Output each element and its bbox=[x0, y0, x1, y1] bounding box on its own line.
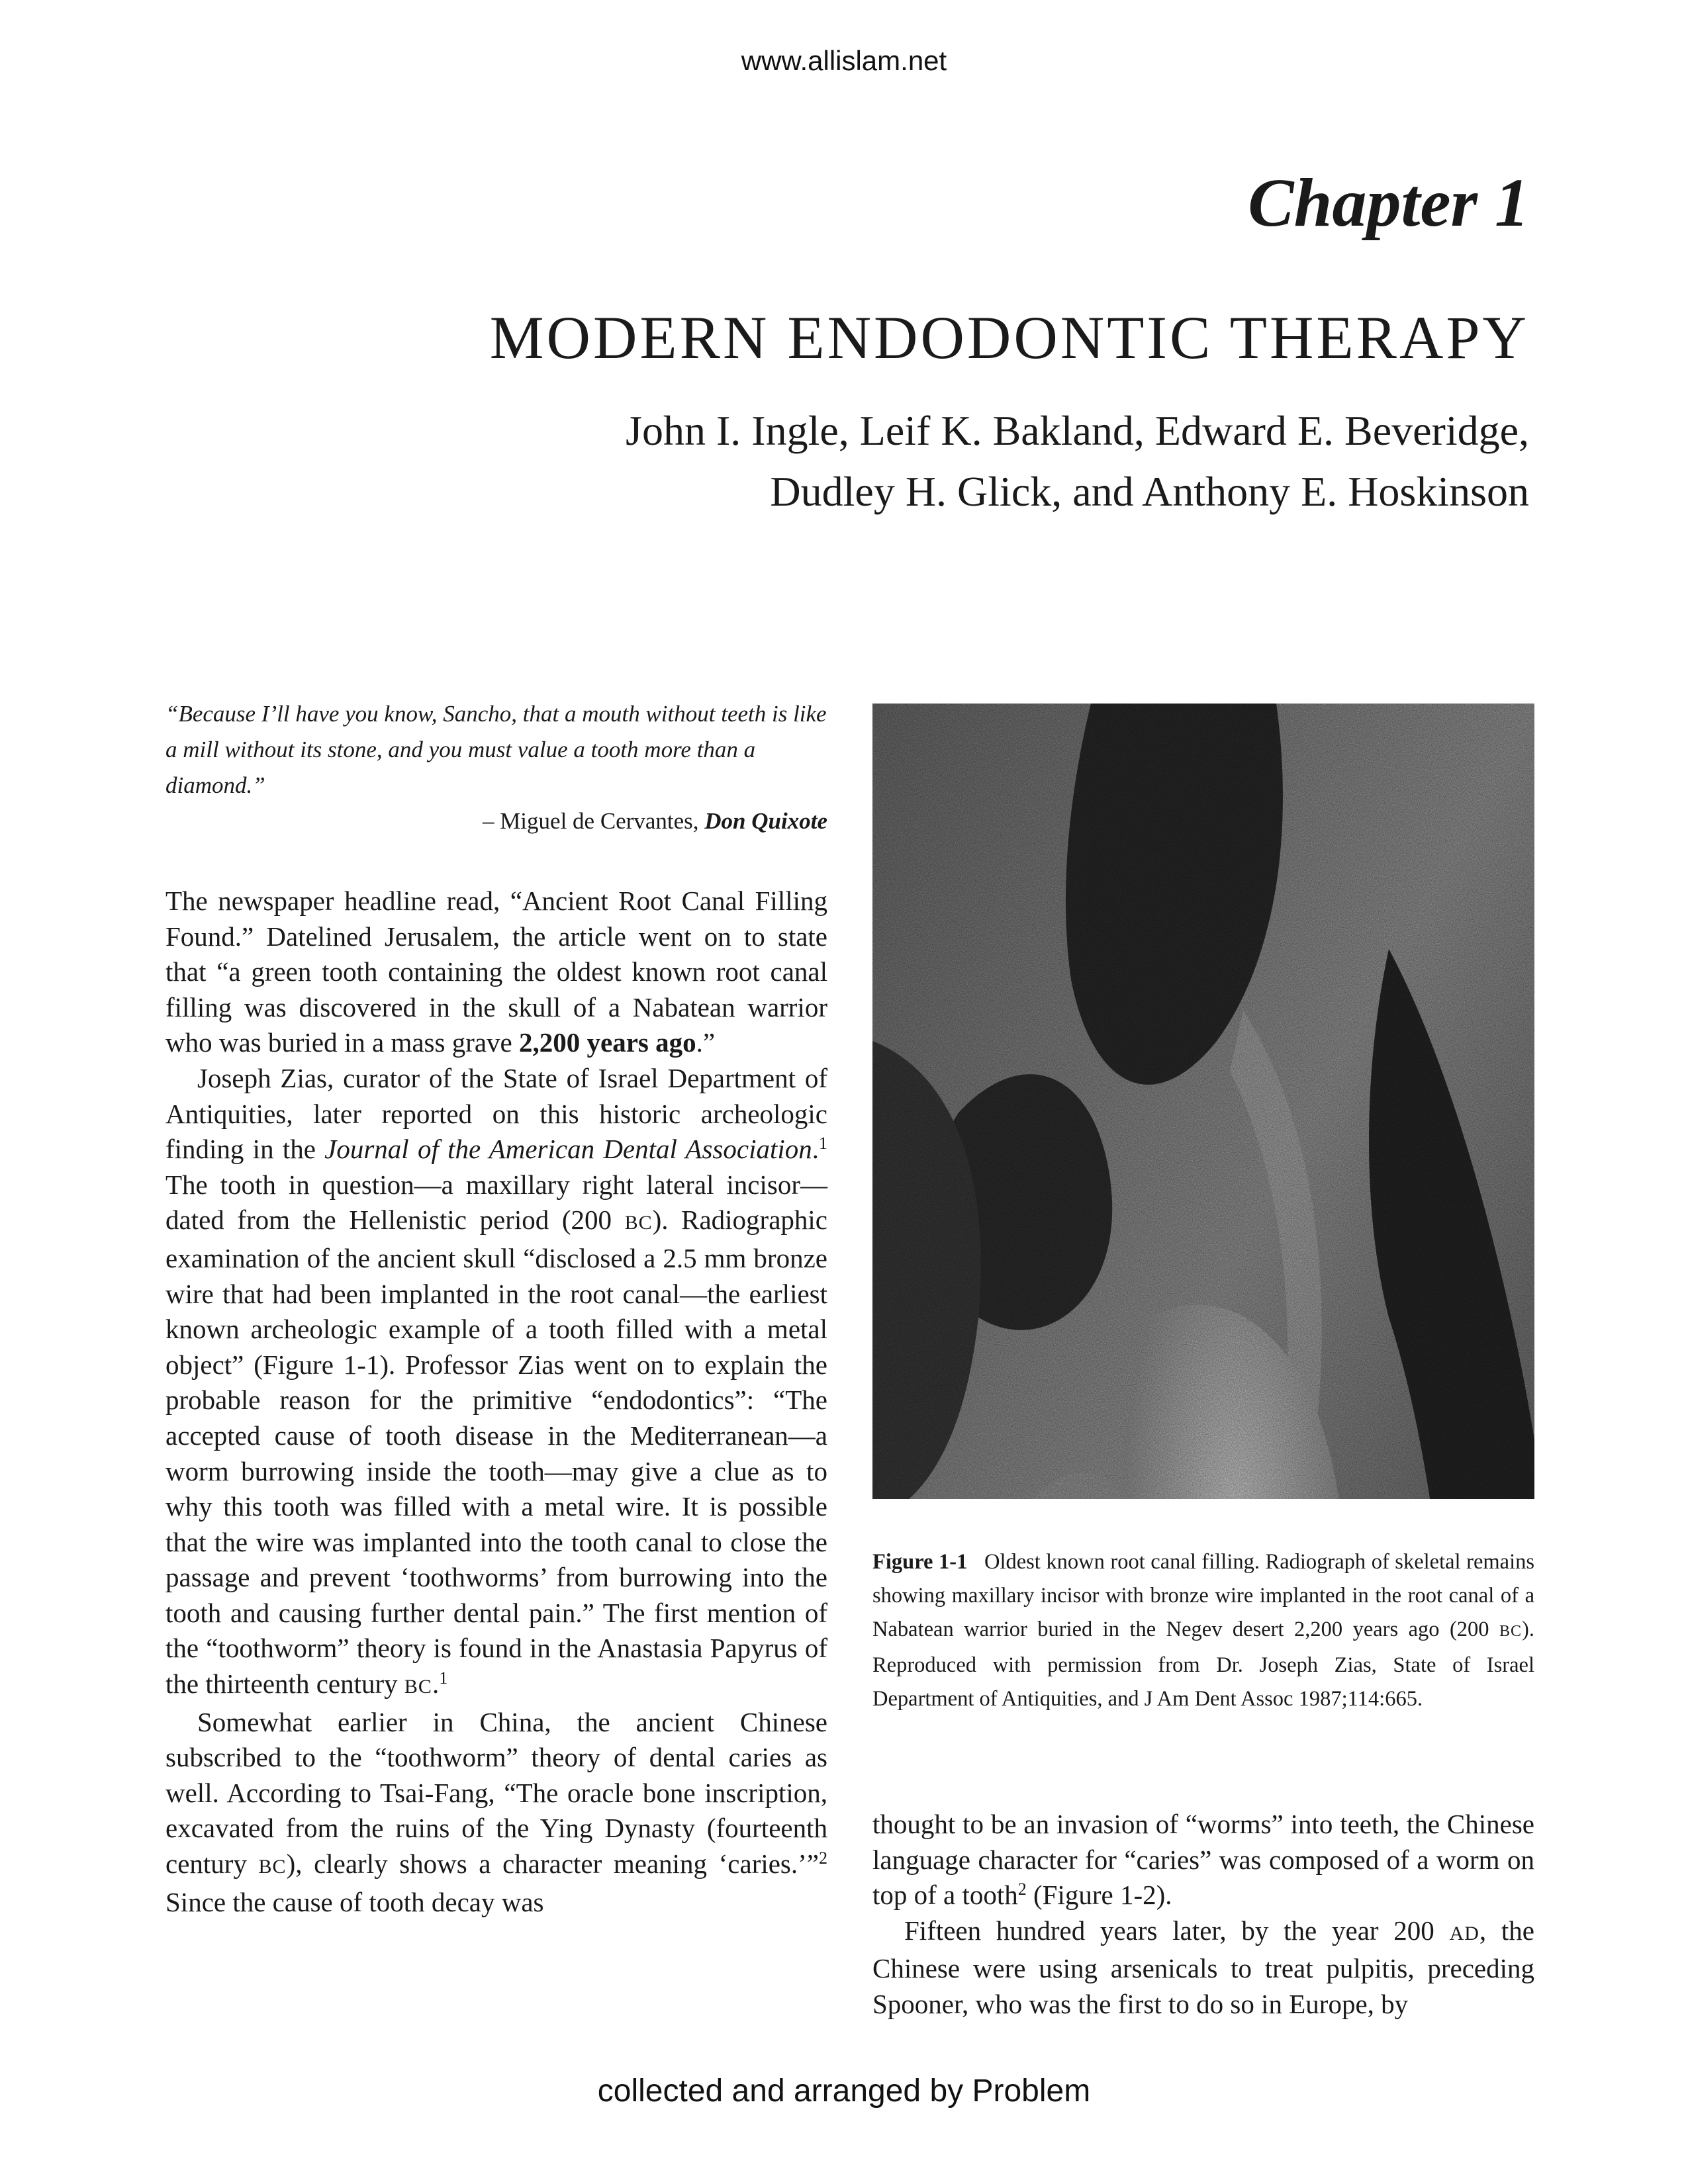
era-ad: AD bbox=[1449, 1922, 1479, 1944]
body-column-left bbox=[165, 884, 827, 1920]
r1-text-a: thought to be an invasion of “worms” into teeth, the Chinese language character for “caries” was composed of a worm on top of a tooth bbox=[872, 1809, 1534, 1911]
right-paragraph-1 bbox=[872, 1807, 1534, 1913]
chapter-authors bbox=[626, 400, 1529, 522]
era-bc: BC bbox=[624, 1212, 653, 1234]
chapter-label: Chapter 1 bbox=[1248, 165, 1529, 241]
site-url: www.allislam.net bbox=[741, 45, 947, 76]
p2-text-b: The tooth in question—a maxillary right lateral incisor—dated from the Hellenistic period (200 bbox=[165, 1169, 827, 1236]
footer-credit: collected and arranged by Problem bbox=[597, 2073, 1091, 2109]
p2-dot: . bbox=[812, 1134, 819, 1165]
citation-1: 1 bbox=[819, 1134, 827, 1154]
epigraph-source bbox=[165, 803, 827, 839]
era-bc: BC bbox=[1499, 1623, 1523, 1640]
radiograph-graphic bbox=[872, 704, 1534, 1499]
right-paragraph-2 bbox=[872, 1913, 1534, 2023]
paragraph-1-end: .” bbox=[696, 1027, 716, 1058]
body-column-right bbox=[872, 1807, 1534, 2023]
caption-text-a: Oldest known root canal filling. Radiograph of skeletal remains showing maxillary incisor with bronze wire implanted in the root canal of a Nabatean warrior buried in the Negev desert 2,200 years ago (200 bbox=[872, 1550, 1534, 1641]
chapter-title: MODERN ENDODONTIC THERAPY bbox=[489, 304, 1529, 371]
p2-text-c: ). Radiographic examination of the ancient skull “disclosed a 2.5 mm bronze wire that had been implanted in the root canal—the earliest known archeologic example of a tooth filled with a metal object” (Figure 1-1). Professor Zias went on to explain the probable reason for the primitive “endodontics”: “The accepted cause of tooth disease in the Mediterranean—a worm burrowing inside the tooth—may give a clue as to why this tooth was filled with a metal wire. It is possible that the wire was implanted into the tooth canal to close the passage and prevent ‘toothworms’ from burrowing into the tooth and causing further dental pain.” The first mention of the “toothworm” theory is found in the Anastasia Papyrus of the thirteenth century bbox=[165, 1205, 827, 1700]
epigraph-author: – Miguel de Cervantes, bbox=[482, 808, 705, 834]
epigraph-work: Don Quixote bbox=[704, 808, 827, 834]
p3-text-c: Since the cause of tooth decay was bbox=[165, 1886, 544, 1917]
citation-1: 1 bbox=[439, 1668, 448, 1688]
r2-text-a: Fifteen hundred years later, by the year 200 bbox=[904, 1915, 1450, 1946]
era-bc: BC bbox=[258, 1856, 287, 1878]
figure-caption bbox=[872, 1545, 1534, 1716]
paragraph-2 bbox=[165, 1061, 827, 1705]
paragraph-1-text: The newspaper headline read, “Ancient Root Canal Filling Found.” Datelined Jerusalem, the article went on to state that “a green tooth containing the oldest known root canal filling was discovered in the skull of a Nabatean warrior who was buried in a mass grave bbox=[165, 886, 827, 1058]
epigraph-quote: “Because I’ll have you know, Sancho, that a mouth without teeth is like a mill without its stone, and you must value a tooth more than a diamond.” bbox=[165, 701, 827, 798]
paragraph-3 bbox=[165, 1705, 827, 1921]
paragraph-1-bold: 2,200 years ago bbox=[519, 1027, 696, 1058]
figure-label: Figure 1-1 bbox=[872, 1550, 968, 1574]
radiograph-image bbox=[872, 704, 1534, 1499]
journal-title: Journal of the American Dental Association bbox=[324, 1134, 812, 1165]
r1-text-b: (Figure 1-2). bbox=[1026, 1880, 1172, 1911]
paragraph-1 bbox=[165, 884, 827, 1061]
r2-text-b: , the Chinese were using arsenicals to treat pulpitis, preceding Spooner, who was the first to do so in Europe, by bbox=[872, 1915, 1534, 2019]
p3-text-a: Somewhat earlier in China, the ancient Chinese subscribed to the “toothworm” theory of dental caries as well. According to Tsai-Fang, “The oracle bone inscription, excavated from the ruins of the Ying Dynasty (fourteenth century bbox=[165, 1706, 827, 1880]
citation-2: 2 bbox=[819, 1848, 827, 1868]
authors-line-1: John I. Ingle, Leif K. Bakland, Edward E. Beveridge, bbox=[626, 407, 1529, 454]
p3-text-b: ), clearly shows a character meaning ‘caries.’” bbox=[286, 1848, 819, 1880]
authors-line-2: Dudley H. Glick, and Anthony E. Hoskinson bbox=[770, 468, 1529, 515]
epigraph bbox=[165, 696, 827, 839]
era-bc: BC bbox=[404, 1676, 432, 1698]
citation-2: 2 bbox=[1017, 1880, 1027, 1899]
caption-text-b: ). Reproduced with permission from Dr. Joseph Zias, State of Israel Department of Antiquities, and J Am Dent Assoc 1987;114:665. bbox=[872, 1617, 1534, 1711]
p2-text-d: . bbox=[432, 1668, 440, 1700]
p2-text-a: Joseph Zias, curator of the State of Israel Department of Antiquities, later reported on this historic archeologic finding in the bbox=[165, 1062, 827, 1165]
